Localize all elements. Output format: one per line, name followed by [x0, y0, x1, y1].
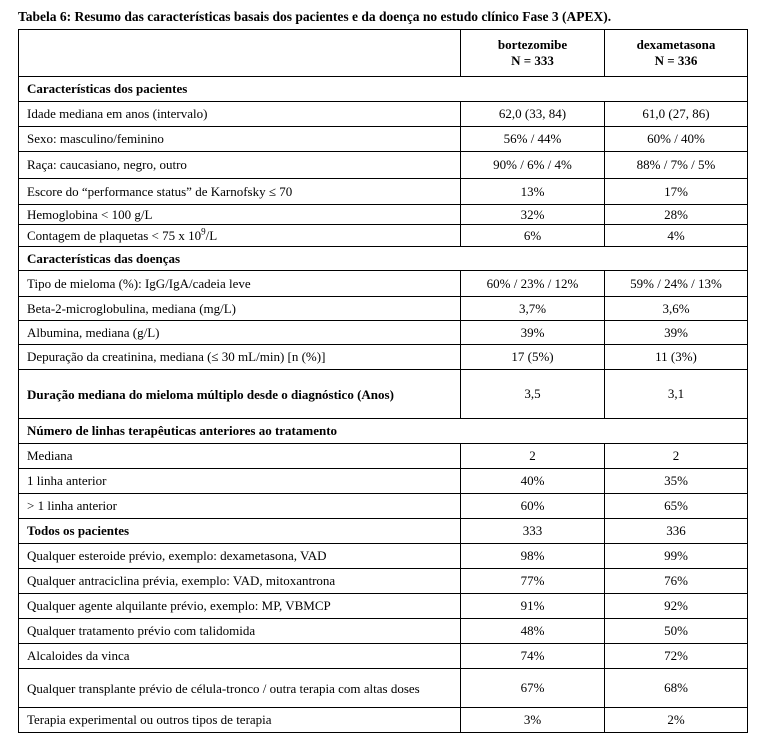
table-row [19, 619, 748, 644]
header-blank-cell [19, 30, 461, 77]
dexametasona-value: 35% [605, 469, 748, 494]
header-bortezomibe-n: N = 333 [511, 53, 554, 68]
row-label: Alcaloides da vinca [19, 644, 461, 669]
dexametasona-value: 28% [605, 205, 748, 225]
bortezomibe-value: 56% / 44% [461, 127, 605, 152]
row-label: Qualquer agente alquilante prévio, exemplo: MP, VBMCP [19, 594, 461, 619]
row-label: Sexo: masculino/feminino [19, 127, 461, 152]
table-row [19, 205, 748, 225]
section-title: Características dos pacientes [19, 77, 748, 102]
table-row [19, 127, 748, 152]
dexametasona-value: 2 [605, 444, 748, 469]
table-row [19, 321, 748, 345]
table-row [19, 544, 748, 569]
section-row-lines [19, 419, 748, 444]
table-row [19, 444, 748, 469]
row-label: Qualquer transplante prévio de célula-tronco / outra terapia com altas doses [19, 669, 461, 708]
dexametasona-value: 76% [605, 569, 748, 594]
bortezomibe-value: 62,0 (33, 84) [461, 102, 605, 127]
bortezomibe-value: 77% [461, 569, 605, 594]
header-dexametasona-n: N = 336 [654, 53, 698, 68]
bortezomibe-value: 90% / 6% / 4% [461, 152, 605, 179]
dexametasona-value: 50% [605, 619, 748, 644]
dexametasona-value: 3,6% [605, 297, 748, 321]
row-label: Qualquer esteroide prévio, exemplo: dexametasona, VAD [19, 544, 461, 569]
dexametasona-value: 88% / 7% / 5% [605, 152, 748, 179]
bortezomibe-value: 3,5 [461, 370, 605, 419]
dexametasona-value: 99% [605, 544, 748, 569]
bortezomibe-value: 91% [461, 594, 605, 619]
table-row [19, 469, 748, 494]
table-row [19, 644, 748, 669]
row-label: Escore do “performance status” de Karnofsky ≤ 70 [19, 179, 461, 205]
bortezomibe-value: 32% [461, 205, 605, 225]
section-row-disease [19, 247, 748, 271]
section-title: Número de linhas terapêuticas anteriores ao tratamento [19, 419, 748, 444]
table-row [19, 225, 748, 247]
platelets-label-exponent: 9 [201, 226, 206, 237]
dexametasona-value: 92% [605, 594, 748, 619]
row-label: Terapia experimental ou outros tipos de terapia [19, 708, 461, 733]
bortezomibe-value: 60% [461, 494, 605, 519]
bortezomibe-value: 40% [461, 469, 605, 494]
section-title: Características das doenças [19, 247, 748, 271]
section-row-patients [19, 77, 748, 102]
row-label: Duração mediana do mieloma múltiplo desde o diagnóstico (Anos) [19, 370, 461, 419]
row-label: Hemoglobina < 100 g/L [19, 205, 461, 225]
row-label: Beta-2-microglobulina, mediana (mg/L) [19, 297, 461, 321]
bortezomibe-value: 17 (5%) [461, 345, 605, 370]
row-label: Mediana [19, 444, 461, 469]
table-header-row [19, 30, 748, 77]
bortezomibe-value: 3,7% [461, 297, 605, 321]
header-bortezomibe [461, 30, 605, 77]
platelets-label-main: Contagem de plaquetas < 75 x 10 [27, 227, 202, 243]
dexametasona-value: 3,1 [605, 370, 748, 419]
row-label: 1 linha anterior [19, 469, 461, 494]
bortezomibe-value: 60% / 23% / 12% [461, 271, 605, 297]
table-row [19, 102, 748, 127]
table-row [19, 494, 748, 519]
dexametasona-value: 59% / 24% / 13% [605, 271, 748, 297]
row-label: Raça: caucasiano, negro, outro [19, 152, 461, 179]
table-row [19, 519, 748, 544]
row-label: Qualquer antraciclina prévia, exemplo: VAD, mitoxantrona [19, 569, 461, 594]
bortezomibe-value: 3% [461, 708, 605, 733]
dexametasona-value: 68% [605, 669, 748, 708]
table-row [19, 370, 748, 419]
row-label: Todos os pacientes [19, 519, 461, 544]
dexametasona-value: 17% [605, 179, 748, 205]
header-dexametasona-name: dexametasona [636, 37, 716, 52]
dexametasona-value: 39% [605, 321, 748, 345]
dexametasona-value: 60% / 40% [605, 127, 748, 152]
dexametasona-value: 336 [605, 519, 748, 544]
row-label: Albumina, mediana (g/L) [19, 321, 461, 345]
row-label: > 1 linha anterior [19, 494, 461, 519]
bortezomibe-value: 2 [461, 444, 605, 469]
table-row [19, 669, 748, 708]
header-bortezomibe-name: bortezomibe [497, 37, 568, 52]
table-row [19, 271, 748, 297]
bortezomibe-value: 67% [461, 669, 605, 708]
header-dexametasona [605, 30, 748, 77]
bortezomibe-value: 6% [461, 225, 605, 247]
bortezomibe-value: 333 [461, 519, 605, 544]
dexametasona-value: 65% [605, 494, 748, 519]
table-row [19, 569, 748, 594]
table-caption: Tabela 6: Resumo das características basais dos pacientes e da doença no estudo clínico Fase 3 (APEX). [18, 9, 612, 24]
table-row [19, 152, 748, 179]
row-label: Qualquer tratamento prévio com talidomida [19, 619, 461, 644]
table-row [19, 708, 748, 733]
table-row [19, 594, 748, 619]
platelets-label-unit: /L [205, 227, 218, 243]
dexametasona-value: 61,0 (27, 86) [605, 102, 748, 127]
row-label: Tipo de mieloma (%): IgG/IgA/cadeia leve [19, 271, 461, 297]
row-label: Depuração da creatinina, mediana (≤ 30 mL/min) [n (%)] [19, 345, 461, 370]
dexametasona-value: 4% [605, 225, 748, 247]
dexametasona-value: 2% [605, 708, 748, 733]
table-row [19, 179, 748, 205]
table-row [19, 345, 748, 370]
bortezomibe-value: 74% [461, 644, 605, 669]
dexametasona-value: 11 (3%) [605, 345, 748, 370]
bortezomibe-value: 48% [461, 619, 605, 644]
baseline-characteristics-table [18, 29, 748, 733]
row-label [19, 225, 461, 247]
dexametasona-value: 72% [605, 644, 748, 669]
bortezomibe-value: 98% [461, 544, 605, 569]
bortezomibe-value: 39% [461, 321, 605, 345]
row-label: Idade mediana em anos (intervalo) [19, 102, 461, 127]
table-row [19, 297, 748, 321]
bortezomibe-value: 13% [461, 179, 605, 205]
